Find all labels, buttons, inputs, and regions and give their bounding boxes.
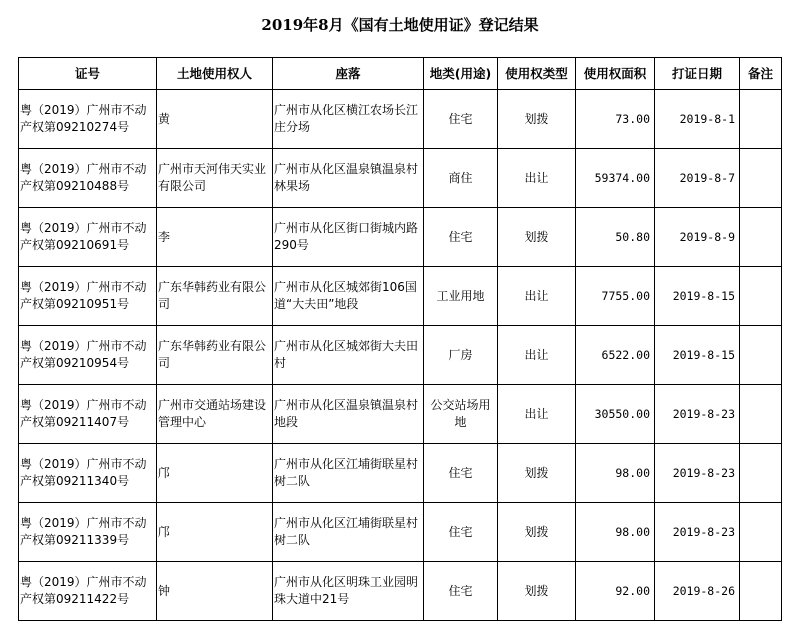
right-type-cell: 出让 bbox=[498, 326, 576, 385]
right-type-cell: 出让 bbox=[498, 267, 576, 326]
land-use-cell: 住宅 bbox=[424, 444, 498, 503]
location-cell: 广州市从化区江埔街联星村树二队 bbox=[273, 503, 424, 562]
table-row bbox=[19, 267, 782, 326]
header-cell: 打证日期 bbox=[655, 58, 740, 90]
area-cell: 50.80 bbox=[576, 208, 655, 267]
area-cell: 7755.00 bbox=[576, 267, 655, 326]
owner-cell: 黄 bbox=[157, 90, 273, 149]
area-cell: 6522.00 bbox=[576, 326, 655, 385]
note-cell bbox=[740, 90, 782, 149]
table-row bbox=[19, 208, 782, 267]
cert-number-cell: 粤（2019）广州市不动产权第09211407号 bbox=[19, 385, 157, 444]
cert-number-cell: 粤（2019）广州市不动产权第09211422号 bbox=[19, 562, 157, 621]
note-cell bbox=[740, 385, 782, 444]
header-cell: 座落 bbox=[273, 58, 424, 90]
header-cell: 使用权面积 bbox=[576, 58, 655, 90]
note-cell bbox=[740, 326, 782, 385]
header-cell: 土地使用权人 bbox=[157, 58, 273, 90]
registration-table bbox=[18, 57, 782, 621]
issue-date-cell: 2019-8-23 bbox=[655, 503, 740, 562]
location-cell: 广州市从化区城郊街106国道“大夫田”地段 bbox=[273, 267, 424, 326]
owner-cell: 钟 bbox=[157, 562, 273, 621]
location-cell: 广州市从化区明珠工业园明珠大道中21号 bbox=[273, 562, 424, 621]
location-cell: 广州市从化区温泉镇温泉村地段 bbox=[273, 385, 424, 444]
cert-number-cell: 粤（2019）广州市不动产权第09210274号 bbox=[19, 90, 157, 149]
table-row bbox=[19, 149, 782, 208]
header-cell: 地类(用途) bbox=[424, 58, 498, 90]
issue-date-cell: 2019-8-26 bbox=[655, 562, 740, 621]
note-cell bbox=[740, 208, 782, 267]
owner-cell: 广东华韩药业有限公司 bbox=[157, 267, 273, 326]
land-use-cell: 住宅 bbox=[424, 562, 498, 621]
document-title: 2019年8月《国有土地使用证》登记结果 bbox=[261, 16, 539, 34]
issue-date-cell: 2019-8-23 bbox=[655, 444, 740, 503]
right-type-cell: 划拨 bbox=[498, 90, 576, 149]
owner-cell: 广州市天河伟天实业有限公司 bbox=[157, 149, 273, 208]
area-cell: 59374.00 bbox=[576, 149, 655, 208]
owner-cell: 广东华韩药业有限公司 bbox=[157, 326, 273, 385]
area-cell: 98.00 bbox=[576, 503, 655, 562]
location-cell: 广州市从化区江埔街联星村树二队 bbox=[273, 444, 424, 503]
issue-date-cell: 2019-8-23 bbox=[655, 385, 740, 444]
table-row bbox=[19, 326, 782, 385]
owner-cell: 邝 bbox=[157, 503, 273, 562]
land-use-cell: 公交站场用地 bbox=[424, 385, 498, 444]
table-row bbox=[19, 90, 782, 149]
issue-date-cell: 2019-8-15 bbox=[655, 326, 740, 385]
header-row bbox=[19, 58, 782, 90]
location-cell: 广州市从化区横江农场长江庄分场 bbox=[273, 90, 424, 149]
right-type-cell: 划拨 bbox=[498, 562, 576, 621]
note-cell bbox=[740, 444, 782, 503]
table-row bbox=[19, 503, 782, 562]
location-cell: 广州市从化区街口街城内路290号 bbox=[273, 208, 424, 267]
area-cell: 92.00 bbox=[576, 562, 655, 621]
cert-number-cell: 粤（2019）广州市不动产权第09211339号 bbox=[19, 503, 157, 562]
owner-cell: 广州市交通站场建设管理中心 bbox=[157, 385, 273, 444]
land-use-cell: 商住 bbox=[424, 149, 498, 208]
right-type-cell: 出让 bbox=[498, 149, 576, 208]
area-cell: 73.00 bbox=[576, 90, 655, 149]
note-cell bbox=[740, 562, 782, 621]
issue-date-cell: 2019-8-7 bbox=[655, 149, 740, 208]
location-cell: 广州市从化区城郊街大夫田村 bbox=[273, 326, 424, 385]
header-cell: 证号 bbox=[19, 58, 157, 90]
location-cell: 广州市从化区温泉镇温泉村林果场 bbox=[273, 149, 424, 208]
land-use-cell: 住宅 bbox=[424, 208, 498, 267]
land-use-cell: 住宅 bbox=[424, 503, 498, 562]
land-use-cell: 工业用地 bbox=[424, 267, 498, 326]
right-type-cell: 划拨 bbox=[498, 503, 576, 562]
area-cell: 30550.00 bbox=[576, 385, 655, 444]
issue-date-cell: 2019-8-9 bbox=[655, 208, 740, 267]
owner-cell: 邝 bbox=[157, 444, 273, 503]
table-row bbox=[19, 562, 782, 621]
issue-date-cell: 2019-8-15 bbox=[655, 267, 740, 326]
table-row bbox=[19, 444, 782, 503]
table-row bbox=[19, 385, 782, 444]
right-type-cell: 划拨 bbox=[498, 208, 576, 267]
cert-number-cell: 粤（2019）广州市不动产权第09210488号 bbox=[19, 149, 157, 208]
land-use-cell: 厂房 bbox=[424, 326, 498, 385]
cert-number-cell: 粤（2019）广州市不动产权第09210951号 bbox=[19, 267, 157, 326]
owner-cell: 李 bbox=[157, 208, 273, 267]
right-type-cell: 划拨 bbox=[498, 444, 576, 503]
cert-number-cell: 粤（2019）广州市不动产权第09211340号 bbox=[19, 444, 157, 503]
header-cell: 备注 bbox=[740, 58, 782, 90]
note-cell bbox=[740, 503, 782, 562]
right-type-cell: 出让 bbox=[498, 385, 576, 444]
area-cell: 98.00 bbox=[576, 444, 655, 503]
issue-date-cell: 2019-8-1 bbox=[655, 90, 740, 149]
header-cell: 使用权类型 bbox=[498, 58, 576, 90]
note-cell bbox=[740, 267, 782, 326]
note-cell bbox=[740, 149, 782, 208]
cert-number-cell: 粤（2019）广州市不动产权第09210954号 bbox=[19, 326, 157, 385]
land-use-cell: 住宅 bbox=[424, 90, 498, 149]
cert-number-cell: 粤（2019）广州市不动产权第09210691号 bbox=[19, 208, 157, 267]
